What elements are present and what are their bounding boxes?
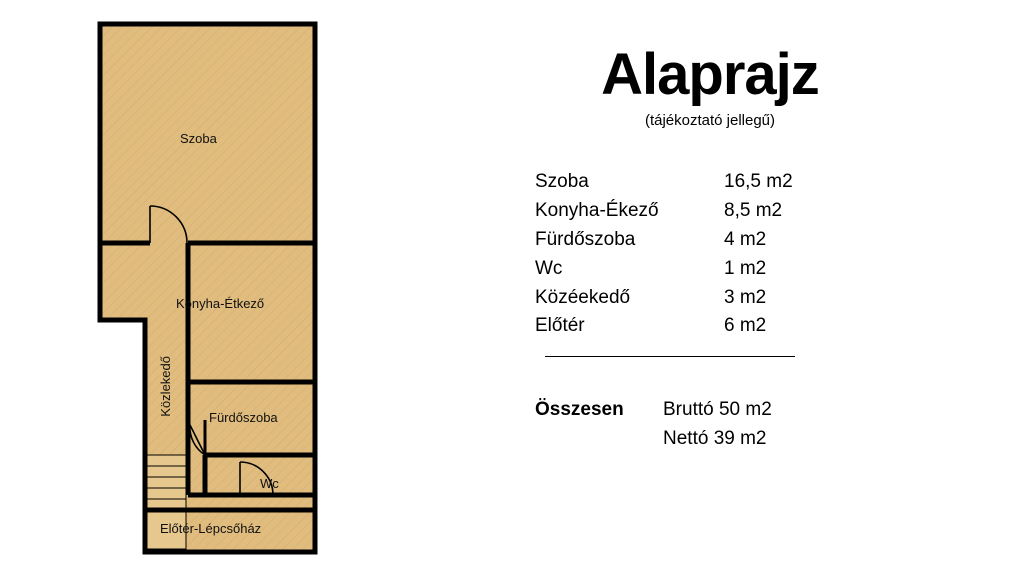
area-row: [535, 284, 810, 313]
page-title: Alaprajz: [601, 42, 819, 107]
area-value: 8,5 m2: [724, 199, 783, 221]
totals-net-value: Nettó 39 m2: [663, 427, 767, 449]
area-value: 6 m2: [724, 315, 767, 337]
area-name: Fürdőszoba: [535, 228, 636, 250]
area-name: Szoba: [535, 171, 589, 192]
area-name: Wc: [535, 257, 563, 279]
totals-gross-value: Bruttó 50 m2: [663, 399, 772, 420]
area-row: [535, 255, 810, 284]
room-label-szoba: Szoba: [180, 131, 217, 146]
totals-label: Összesen: [535, 399, 624, 420]
room-label-eloter: Előtér-Lépcsőház: [160, 521, 262, 536]
page-subtitle: (tájékoztató jellegű): [644, 112, 776, 129]
area-name: Konyha-Ékező: [535, 199, 659, 221]
totals-net-row: [535, 425, 810, 454]
area-row: [535, 312, 810, 341]
room-label-kozlekedo: Közlekedő: [158, 356, 173, 417]
floor-texture: [95, 20, 325, 560]
area-value: 16,5 m2: [724, 171, 793, 192]
area-name: Közéekedő: [535, 286, 631, 308]
totals-gross-row: [535, 396, 810, 425]
area-table: [535, 168, 810, 341]
divider: [545, 356, 795, 357]
area-row: [535, 226, 810, 255]
area-value: 4 m2: [724, 228, 767, 250]
area-value: 1 m2: [724, 257, 767, 279]
area-row: [535, 168, 810, 197]
room-label-wc: Wc: [260, 476, 279, 491]
room-label-konyha: Konyha-Étkező: [176, 296, 265, 311]
room-label-furdoszoba: Fürdőszoba: [209, 410, 278, 425]
area-row: [535, 197, 810, 226]
totals-block: [535, 396, 810, 453]
area-name: Előtér: [535, 315, 585, 337]
area-value: 3 m2: [724, 286, 767, 308]
legend-panel: [530, 0, 1024, 576]
